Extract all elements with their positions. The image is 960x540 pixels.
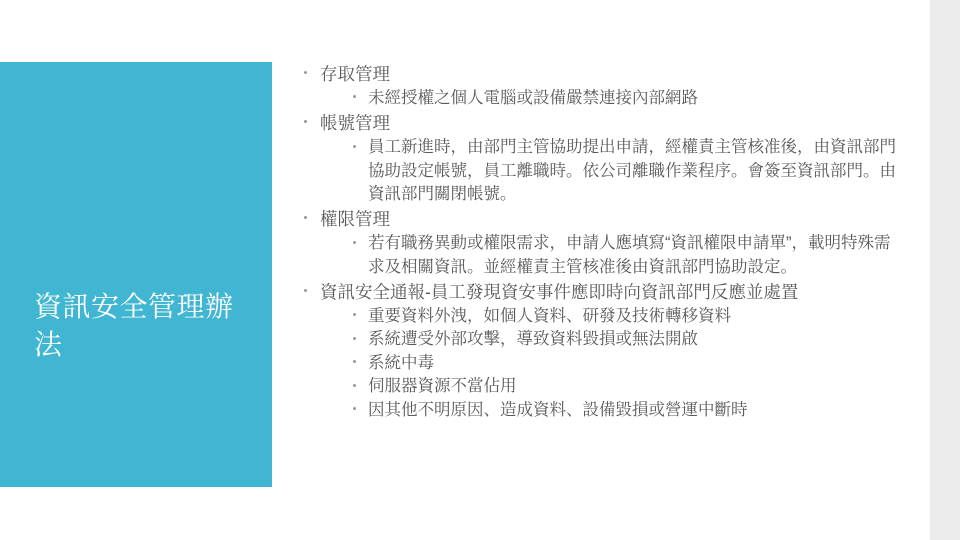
list-item [350, 232, 900, 279]
list-item [300, 207, 900, 279]
list-item-label: 系統中毒 [368, 353, 434, 372]
bullet-dot-icon [353, 241, 356, 244]
sub-bullet-list [320, 136, 900, 206]
bullet-dot-icon [353, 313, 356, 316]
list-item [350, 375, 900, 398]
list-item-label: 系統遭受外部攻擊，導致資料毀損或無法開啟 [368, 330, 698, 349]
sub-bullet-list [320, 232, 900, 279]
bullet-dot-icon [304, 120, 307, 123]
bullet-dot-icon [353, 95, 356, 98]
sub-bullet-list [320, 87, 900, 110]
sub-bullet-list [320, 305, 900, 422]
list-item-label: 未經授權之個人電腦或設備嚴禁連接內部網路 [368, 88, 698, 107]
list-item [300, 62, 900, 110]
bullet-list [300, 62, 900, 422]
list-item [300, 111, 900, 206]
list-item [350, 87, 900, 110]
content-body [300, 62, 900, 423]
list-item-label: 若有職務異動或權限需求，申請人應填寫“資訊權限申請單”，載明特殊需求及相關資訊。並經權責主管核准後由資訊部門協助設定。 [368, 234, 891, 276]
list-item-label: 資訊安全通報-員工發現資安事件應即時向資訊部門反應並處置 [320, 282, 799, 303]
list-item [350, 136, 900, 206]
list-item-label: 帳號管理 [320, 113, 390, 134]
list-item-label: 員工新進時，由部門主管協助提出申請，經權責主管核准後，由資訊部門協助設定帳號，員工離職時。依公司離職作業程序。會簽至資訊部門。由資訊部門關閉帳號。 [368, 138, 896, 203]
bullet-dot-icon [304, 289, 307, 292]
bullet-dot-icon [353, 337, 356, 340]
right-edge-strip [930, 0, 960, 540]
bullet-dot-icon [353, 407, 356, 410]
bullet-dot-icon [353, 384, 356, 387]
page-title: 資訊安全管理辦法 [34, 291, 234, 360]
list-item-label: 重要資料外洩，如個人資料、研發及技術轉移資料 [368, 306, 731, 325]
title-block [0, 62, 272, 487]
list-item [350, 352, 900, 375]
list-item-label: 因其他不明原因、造成資料、設備毀損或營運中斷時 [368, 400, 748, 419]
list-item [350, 328, 900, 351]
list-item [350, 305, 900, 328]
list-item-label: 權限管理 [320, 209, 390, 230]
list-item [300, 280, 900, 422]
list-item [350, 399, 900, 422]
bullet-dot-icon [353, 360, 356, 363]
bullet-dot-icon [304, 216, 307, 219]
bullet-dot-icon [353, 145, 356, 148]
bullet-dot-icon [304, 71, 307, 74]
list-item-label: 伺服器資源不當佔用 [368, 377, 517, 396]
list-item-label: 存取管理 [320, 64, 390, 84]
